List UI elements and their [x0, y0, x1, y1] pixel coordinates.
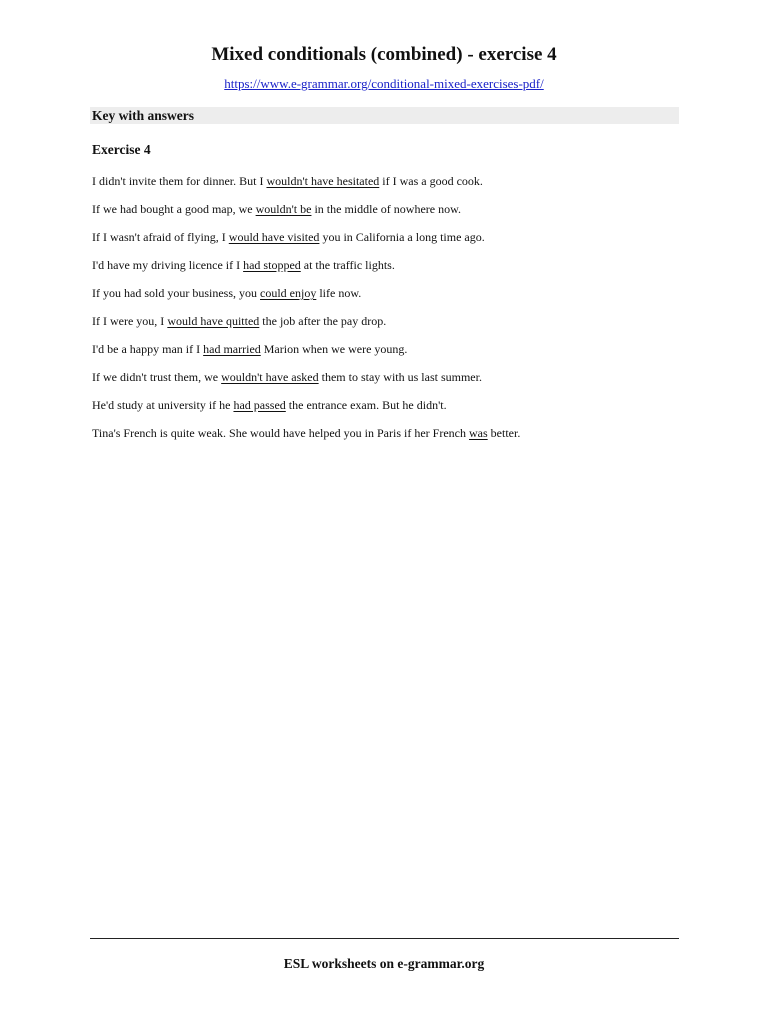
answer-sentence [92, 201, 692, 229]
answer-sentence [92, 425, 692, 453]
sentence-text-before: If I were you, I [92, 314, 168, 328]
sentence-text-after: at the traffic lights. [300, 258, 395, 272]
answer-text: wouldn't be [255, 202, 312, 216]
sentence-text-before: I'd have my driving licence if I [92, 258, 244, 272]
sentence-text-after: if I was a good cook. [379, 174, 483, 188]
answer-sentence [92, 257, 692, 285]
sentence-text-after: them to stay with us last summer. [318, 370, 482, 384]
answer-text: was [469, 426, 488, 440]
sentence-text-after: the entrance exam. But he didn't. [285, 398, 447, 412]
sentence-text-after: you in California a long time ago. [319, 230, 485, 244]
sentence-text-before: He'd study at university if he [92, 398, 234, 412]
answer-list [92, 173, 692, 453]
answer-text: had passed [233, 398, 286, 412]
answer-sentence [92, 313, 692, 341]
answer-sentence [92, 173, 692, 201]
sentence-text-after: Marion when we were young. [260, 342, 408, 356]
sentence-text-before: If we didn't trust them, we [92, 370, 222, 384]
answer-sentence [92, 229, 692, 257]
sentence-text-before: I'd be a happy man if I [92, 342, 204, 356]
sentence-text-before: I didn't invite them for dinner. But I [92, 174, 267, 188]
sentence-text-after: life now. [316, 286, 362, 300]
key-heading: Key with answers [92, 108, 194, 123]
sentence-text-before: If I wasn't afraid of flying, I [92, 230, 229, 244]
footer-divider [90, 938, 679, 939]
sentence-text-after: in the middle of nowhere now. [311, 202, 461, 216]
sentence-text-before: If we had bought a good map, we [92, 202, 256, 216]
exercise-heading: Exercise 4 [92, 142, 151, 157]
sentence-text-after: the job after the pay drop. [259, 314, 387, 328]
answer-sentence [92, 285, 692, 313]
answer-sentence [92, 369, 692, 397]
page-title: Mixed conditionals (combined) - exercise 4 [211, 44, 557, 65]
sentence-text-before: Tina's French is quite weak. She would have helped you in Paris if her French [92, 426, 469, 440]
answer-text: wouldn't have asked [221, 370, 319, 384]
sentence-text-before: If you had sold your business, you [92, 286, 260, 300]
answer-sentence [92, 397, 692, 425]
key-heading-bar [90, 107, 679, 124]
answer-text: would have visited [228, 230, 320, 244]
page-footer: ESL worksheets on e-grammar.org [283, 956, 485, 971]
sentence-text-after: better. [487, 426, 521, 440]
answer-text: wouldn't have hesitated [266, 174, 380, 188]
answer-text: had stopped [243, 258, 301, 272]
answer-text: had married [203, 342, 261, 356]
answer-text: would have quitted [167, 314, 260, 328]
source-link[interactable]: https://www.e-grammar.org/conditional-mixed-exercises-pdf/ [224, 76, 544, 91]
answer-sentence [92, 341, 692, 369]
answer-text: could enjoy [260, 286, 317, 300]
